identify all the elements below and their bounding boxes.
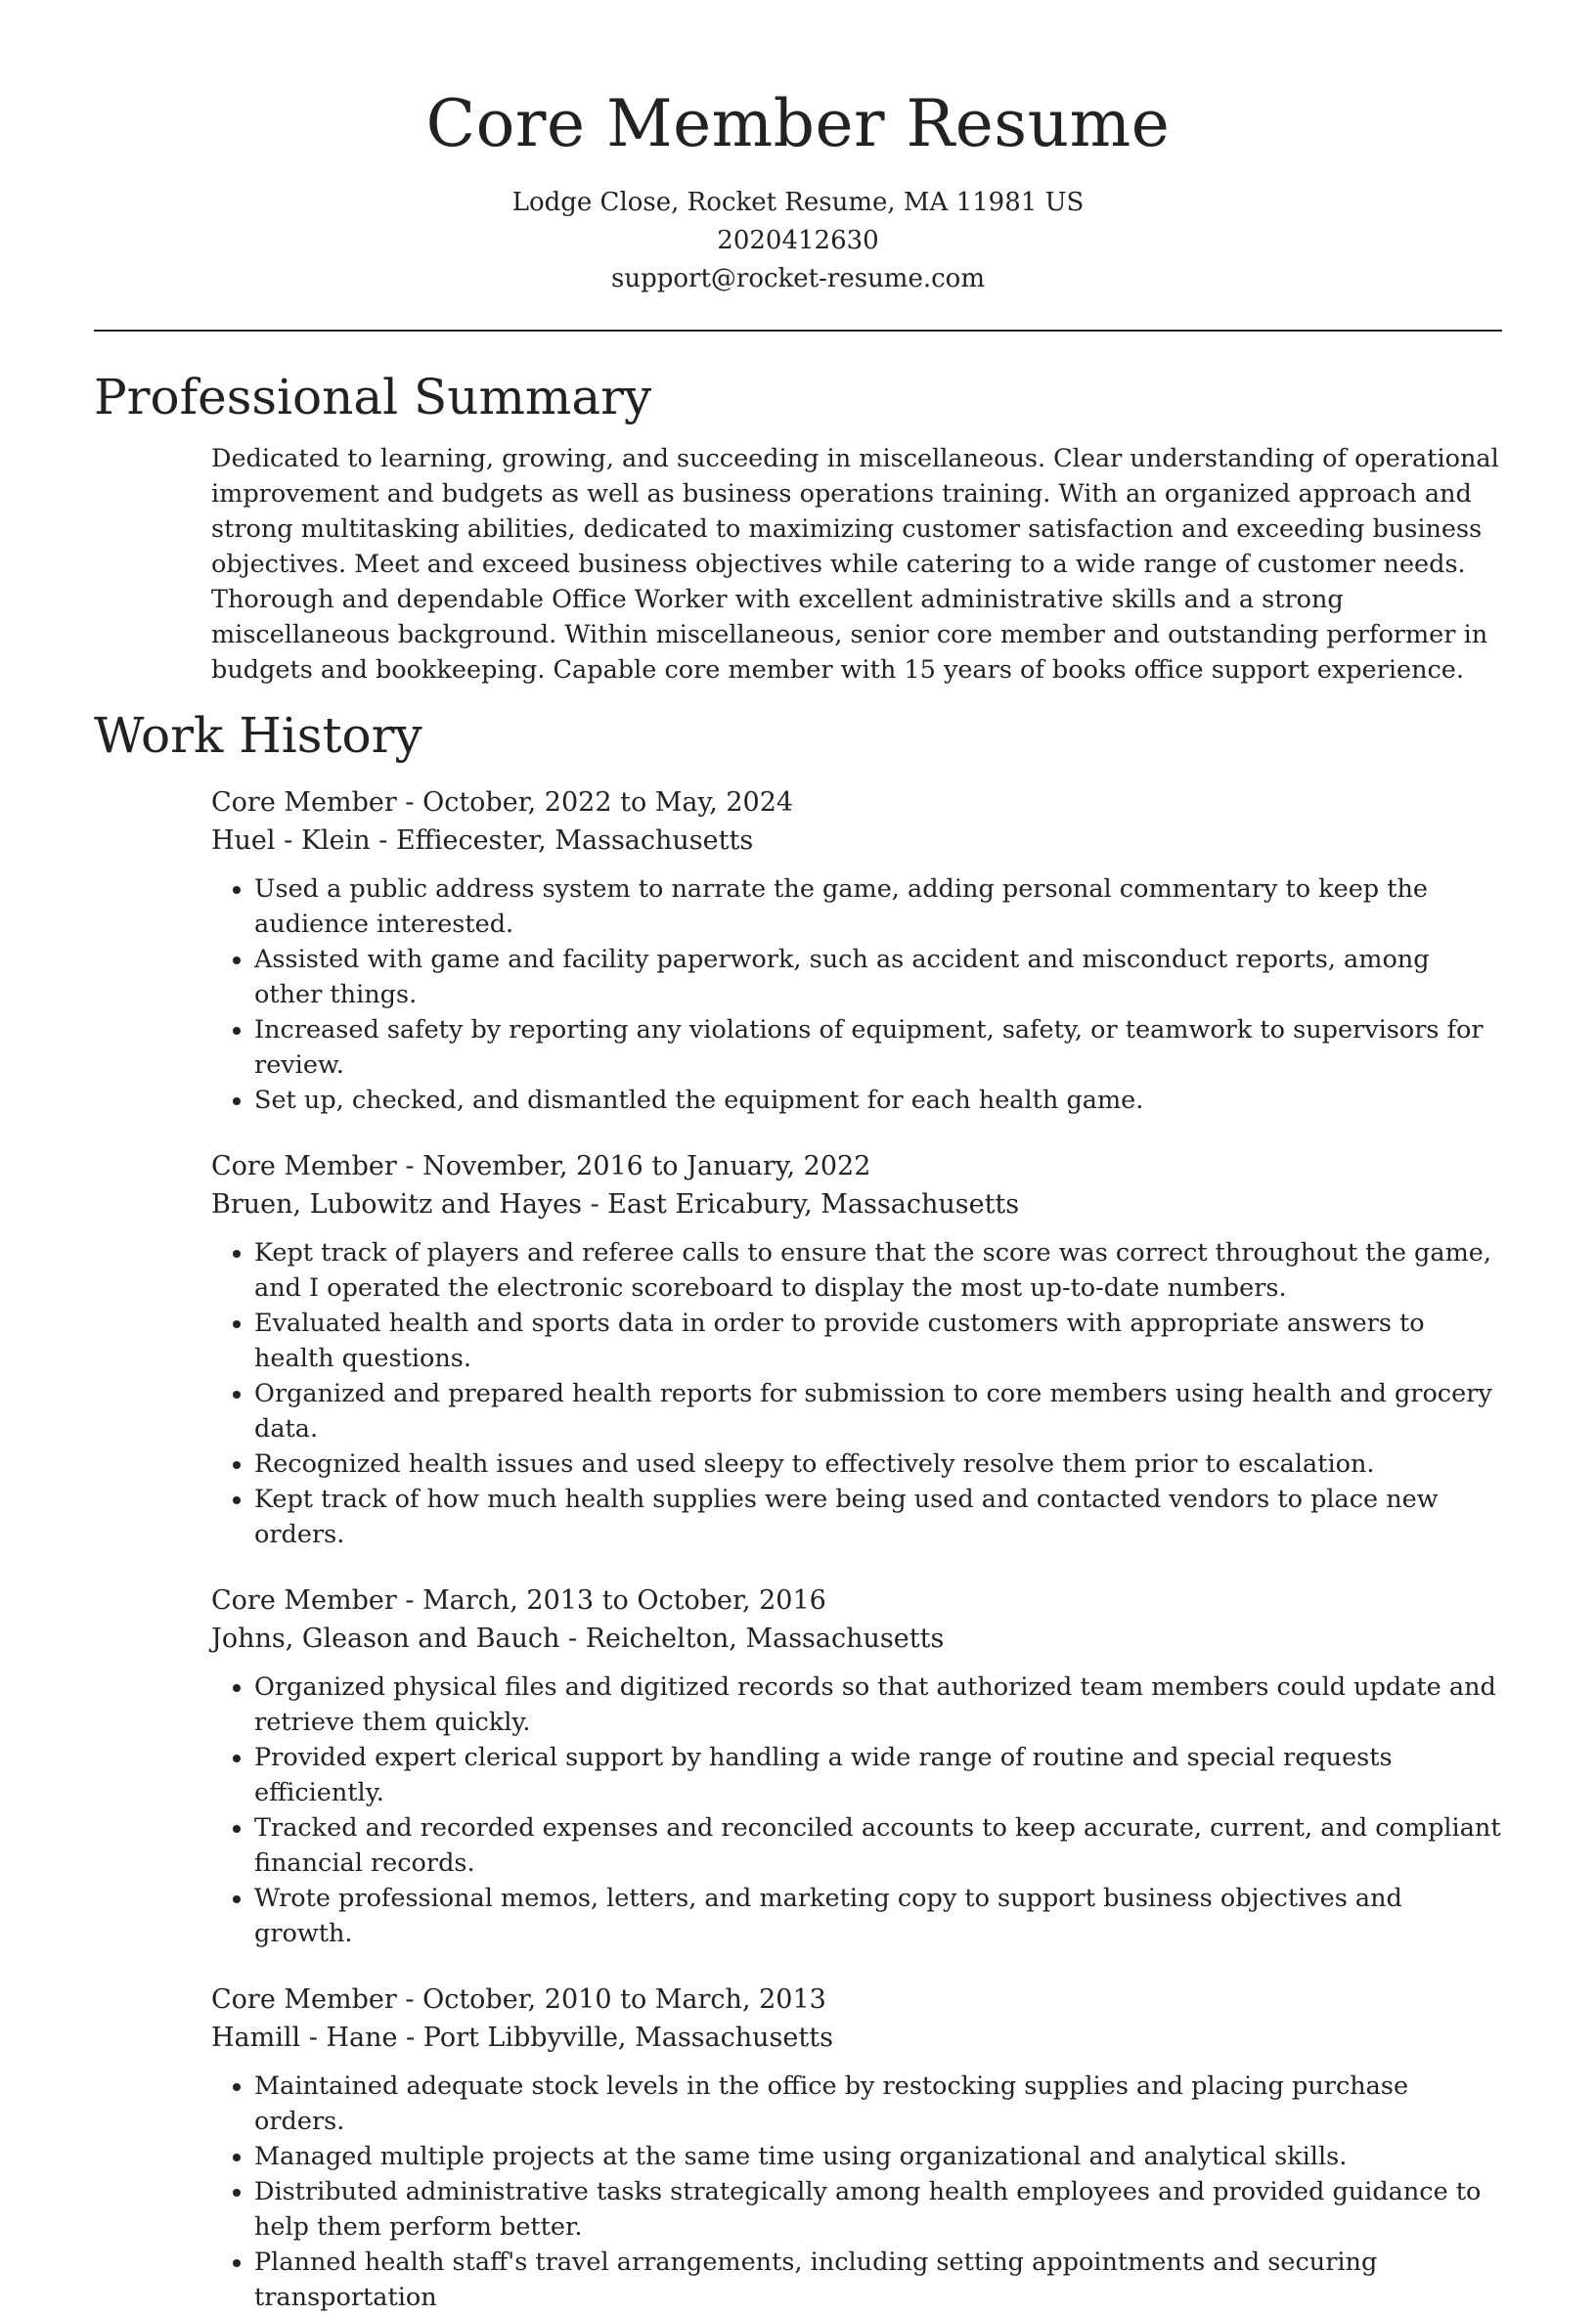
- job-company-line: [211, 1620, 1502, 1658]
- job-location: - Reichelton, Massachusetts: [559, 1624, 945, 1654]
- resume-page: [94, 0, 1502, 2315]
- job-bullet: • Maintained adequate stock levels in the office by restocking supplies and placing purchase orders.: [254, 2069, 1502, 2139]
- job-company-line: [211, 1185, 1502, 1224]
- job-bullet: • Organized and prepared health reports for submission to core members using health and grocery data.: [254, 1376, 1502, 1447]
- job-role: Core Member: [211, 1984, 397, 2015]
- job-dates: - October, 2022 to May, 2024: [396, 787, 794, 818]
- job-bullet: • Distributed administrative tasks strategically among health employees and provided guidance to help them perform better.: [254, 2174, 1502, 2245]
- summary-text: Dedicated to learning, growing, and succeeding in miscellaneous. Clear understanding of operational improvement and budgets as well as business operations training. With an organized approach and strong multitasking abilities, dedicated to maximizing customer satisfaction and exceeding business objectives. Meet and exceed business objectives while catering to a wide range of customer needs. Thorough and dependable Office Worker with excellent administrative skills and a strong miscellaneous background. Within miscellaneous, senior core member and outstanding performer in budgets and bookkeeping. Capable core member with 15 years of books office support experience.: [211, 444, 1499, 685]
- job-bullet: • Used a public address system to narrate the game, adding personal commentary to keep the audience interested.: [254, 871, 1502, 942]
- job-role: Core Member: [211, 1585, 397, 1616]
- job-entry: [211, 783, 1502, 1118]
- summary-section: [94, 365, 1502, 688]
- job-entry: [211, 1581, 1502, 1951]
- job-company: Hamill - Hane: [211, 2023, 398, 2053]
- job-title-line: [211, 783, 1502, 822]
- job-title-line: [211, 1981, 1502, 2019]
- job-role: Core Member: [211, 1151, 397, 1181]
- job-title-line: [211, 1581, 1502, 1620]
- job-bullet: • Provided expert clerical support by handling a wide range of routine and special requests efficiently.: [254, 1740, 1502, 1810]
- job-location: - Effiecester, Massachusetts: [370, 825, 754, 856]
- job-bullet: • Kept track of how much health supplies were being used and contacted vendors to place new orders.: [254, 1482, 1502, 1552]
- job-list: [211, 783, 1502, 2315]
- job-location: - Port Libbyville, Massachusetts: [397, 2023, 833, 2053]
- job-entry: [211, 1981, 1502, 2315]
- job-bullet: • Kept track of players and referee calls to ensure that the score was correct throughout the game, and I operated the electronic scoreboard to display the most up-to-date numbers.: [254, 1235, 1502, 1306]
- job-bullet: • Evaluated health and sports data in order to provide customers with appropriate answers to health questions.: [254, 1306, 1502, 1376]
- job-company-line: [211, 822, 1502, 860]
- contact-phone: 2020412630: [717, 226, 879, 255]
- summary-heading: Professional Summary: [94, 369, 652, 425]
- job-bullet: • Managed multiple projects at the same time using organizational and analytical skills.: [254, 2139, 1502, 2174]
- job-dates: - October, 2010 to March, 2013: [396, 1984, 826, 2015]
- job-bullet: • Wrote professional memos, letters, and marketing copy to support business objectives and growth.: [254, 1881, 1502, 1951]
- job-title-line: [211, 1147, 1502, 1185]
- work-history-section: [94, 703, 1502, 2315]
- job-bullets: [211, 1235, 1502, 1552]
- job-role: Core Member: [211, 787, 397, 818]
- job-company: Bruen, Lubowitz and Hayes: [211, 1189, 583, 1220]
- job-company: Johns, Gleason and Bauch: [211, 1624, 560, 1654]
- job-bullet: • Recognized health issues and used sleepy to effectively resolve them prior to escalation.: [254, 1447, 1502, 1482]
- job-bullets: [211, 2069, 1502, 2315]
- contact-email: support@rocket-resume.com: [610, 264, 985, 293]
- resume-header: [94, 0, 1502, 298]
- job-bullet: • Increased safety by reporting any violations of equipment, safety, or teamwork to supervisors for review.: [254, 1012, 1502, 1083]
- job-bullet: • Set up, checked, and dismantled the equipment for each health game.: [254, 1083, 1502, 1118]
- work-history-heading: Work History: [94, 707, 422, 764]
- contact-address: Lodge Close, Rocket Resume, MA 11981 US: [511, 188, 1085, 217]
- job-dates: - November, 2016 to January, 2022: [396, 1151, 871, 1181]
- resume-title: Core Member Resume: [425, 86, 1171, 161]
- job-bullets: [211, 871, 1502, 1118]
- job-bullets: [211, 1669, 1502, 1951]
- job-bullet: • Assisted with game and facility paperwork, such as accident and misconduct reports, among other things.: [254, 942, 1502, 1012]
- job-company: Huel - Klein: [211, 825, 371, 856]
- job-entry: [211, 1147, 1502, 1552]
- contact-info: [94, 184, 1502, 298]
- job-bullet: • Organized physical files and digitized records so that authorized team members could update and retrieve them quickly.: [254, 1669, 1502, 1740]
- job-company-line: [211, 2019, 1502, 2057]
- job-bullet: • Planned health staff's travel arrangements, including setting appointments and securing transportation: [254, 2245, 1502, 2315]
- job-dates: - March, 2013 to October, 2016: [396, 1585, 826, 1616]
- header-divider: [94, 330, 1502, 332]
- job-location: - East Ericabury, Massachusetts: [582, 1189, 1020, 1220]
- job-bullet: • Tracked and recorded expenses and reconciled accounts to keep accurate, current, and compliant financial records.: [254, 1810, 1502, 1881]
